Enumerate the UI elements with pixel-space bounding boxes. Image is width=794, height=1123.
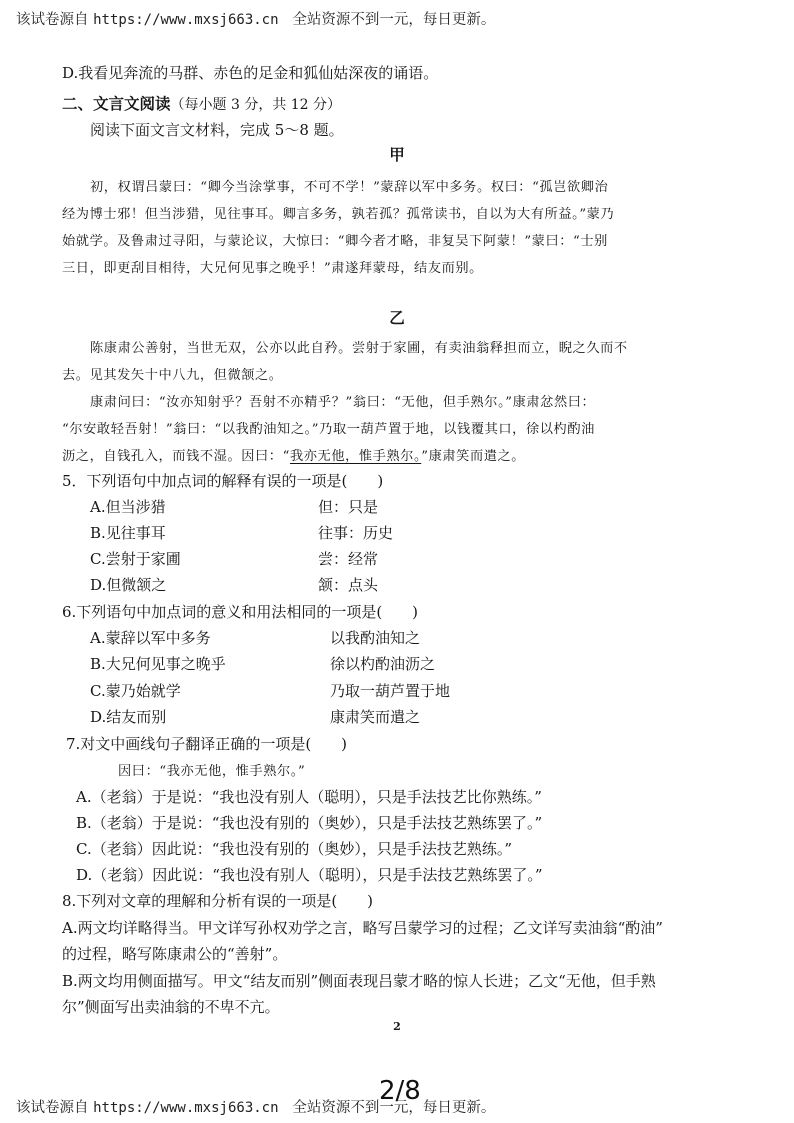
passage-yi-last-line <box>62 445 525 464</box>
underlined-sentence: 我亦无他，惟手熟尔。 <box>289 449 422 464</box>
q5-option-label: A.但当涉猎 <box>90 498 166 516</box>
q6-option-label: C.蒙乃始就学 <box>90 682 181 700</box>
q7-option: A.（老翁）于是说：“我也没有别人（聪明），只是手法技艺比你熟练。” <box>76 788 542 806</box>
q8-stem: 8.下列对文章的理解和分析有误的一项是( ) <box>62 892 374 910</box>
section2-title: 二、文言文阅读 <box>62 95 171 113</box>
header-url-link[interactable]: https://www.mxsj663.cn <box>93 12 279 28</box>
q6-stem: 6.下列语句中加点词的意义和用法相同的一项是( ) <box>62 603 419 621</box>
q6-option-pair: 以我酌油知之 <box>330 629 421 647</box>
header-slogan: 全站资源不到一元，每日更新。 <box>292 12 496 28</box>
page-indicator: 2/8 <box>379 1076 421 1106</box>
footer-slogan: 全站资源不到一元，每日更新。 <box>292 1100 496 1116</box>
passage-yi-line: 沥之，自钱孔入，而钱不湿。因曰：“ <box>62 449 290 464</box>
passage-jia-line: 经为博士邪！但当涉猎，见往事耳。卿言多务，孰若孤？孤常读书，自以为大有所益。”蒙乃 <box>62 207 615 222</box>
q5-option-gloss: 尝：经常 <box>318 550 379 568</box>
q5-stem: 5．下列语句中加点词的解释有误的一项是( ) <box>62 472 384 490</box>
passage-jia-line: 始就学。及鲁肃过寻阳，与蒙论议，大惊曰：“卿今者才略，非复吴下阿蒙！”蒙曰：“士别 <box>62 234 608 249</box>
passage-jia-line: 三日，即更刮目相待，大兄何见事之晚乎！”肃遂拜蒙母，结友而别。 <box>62 261 483 276</box>
header-site-label: 该试卷源自 <box>16 12 89 28</box>
passage-jia-line: 初，权谓吕蒙曰：“卿今当涂掌事，不可不学！”蒙辞以军中多务。权曰：“孤岂欲卿治 <box>90 180 609 195</box>
passage-yi-line: 陈康肃公善射，当世无双，公亦以此自矜。尝射于家圃，有卖油翁释担而立，睨之久而不 <box>90 341 628 356</box>
passage-yi-line: 去。见其发矢十中八九，但微颔之。 <box>62 368 283 383</box>
q6-option-label: D.结友而别 <box>90 708 167 726</box>
footer-url-link[interactable]: https://www.mxsj663.cn <box>93 1100 279 1116</box>
q8-option-a: A.两文均详略得当。甲文详写孙权劝学之言，略写吕蒙学习的过程；乙文详写卖油翁“酌油” <box>62 919 663 937</box>
q5-option-label: B.见往事耳 <box>90 524 166 542</box>
footer-site-label: 该试卷源自 <box>16 1100 89 1116</box>
passage-yi-line-end: ”康肃笑而遣之。 <box>421 449 526 464</box>
passage-jia-heading: 甲 <box>389 145 405 164</box>
section2-score-note: （每小题 3 分，共 12 分） <box>170 97 342 113</box>
q8-option-b: B.两文均用侧面描写。甲文“结友而别”侧面表现吕蒙才略的惊人长进；乙文“无他，但手熟 <box>62 972 656 990</box>
passage-yi-heading: 乙 <box>389 308 405 327</box>
q8-option-a-cont: 的过程，略写陈康肃公的“善射”。 <box>62 945 288 963</box>
page-number: 2 <box>393 1020 401 1033</box>
q4-option-d: D.我看见奔流的马群、赤色的足金和狐仙姑深夜的诵语。 <box>62 64 439 82</box>
q6-option-pair: 康肃笑而遣之 <box>330 708 421 726</box>
passage-yi-line: 康肃问曰：“汝亦知射乎？吾射不亦精乎？”翁曰：“无他，但手熟尔。”康肃忿然曰： <box>90 395 596 410</box>
section2-header <box>62 92 341 114</box>
q5-option-gloss: 颔：点头 <box>318 576 379 594</box>
top-header <box>16 8 495 29</box>
passage-yi-line: “尔安敢轻吾射！”翁曰：“以我酌油知之。”乃取一葫芦置于地，以钱覆其口，徐以杓酌油 <box>62 422 595 437</box>
q5-option-gloss: 往事：历史 <box>318 524 394 542</box>
q7-option: B.（老翁）于是说：“我也没有别的（奥妙），只是手法技艺熟练罢了。” <box>76 814 543 832</box>
q7-option: C.（老翁）因此说：“我也没有别的（奥妙），只是手法技艺熟练。” <box>76 840 513 858</box>
q5-option-gloss: 但：只是 <box>318 498 379 516</box>
q6-option-pair: 徐以杓酌油沥之 <box>330 655 436 673</box>
q5-option-label: D.但微颔之 <box>90 576 167 594</box>
q6-option-label: A.蒙辞以军中多务 <box>90 629 211 647</box>
q6-option-pair: 乃取一葫芦置于地 <box>330 682 451 700</box>
section2-instruction: 阅读下面文言文材料，完成 5～8 题。 <box>90 121 344 139</box>
q8-option-b-cont: 尔”侧面写出卖油翁的不卑不亢。 <box>62 998 280 1016</box>
bottom-footer <box>16 1096 495 1117</box>
q7-quote: 因曰：“我亦无他，惟手熟尔。” <box>118 764 306 779</box>
q7-stem: 7.对文中画线句子翻译正确的一项是( ) <box>66 735 348 753</box>
q7-option: D.（老翁）因此说：“我也没有别人（聪明），只是手法技艺熟练罢了。” <box>76 866 543 884</box>
q5-option-label: C.尝射于家圃 <box>90 550 181 568</box>
q6-option-label: B.大兄何见事之晚乎 <box>90 655 226 673</box>
